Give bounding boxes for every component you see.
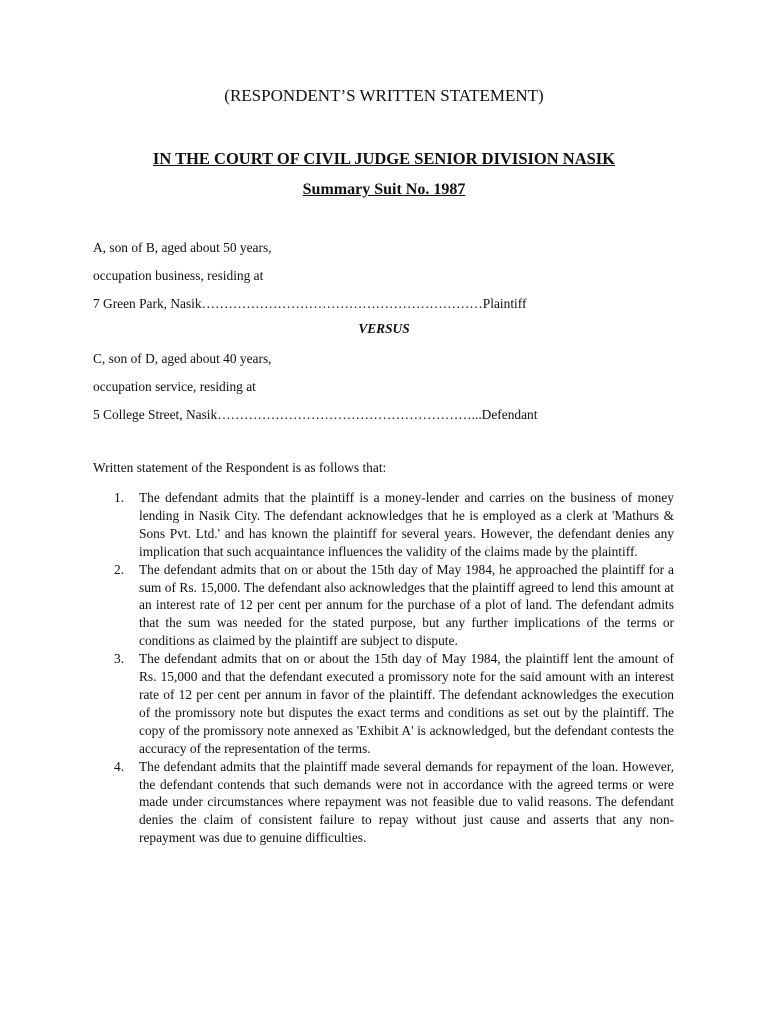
statement-list bbox=[93, 489, 674, 847]
plaintiff-line-1: A, son of B, aged about 50 years, bbox=[93, 240, 272, 255]
court-heading: IN THE COURT OF CIVIL JUDGE SENIOR DIVISION NASIK bbox=[152, 149, 616, 168]
suit-number: Summary Suit No. 1987 bbox=[302, 181, 466, 198]
item-number: 4. bbox=[114, 758, 125, 774]
defendant-line-3: 5 College Street, Nasik…………………………………………………...Defendant bbox=[93, 407, 538, 422]
defendant-line-1: C, son of D, aged about 40 years, bbox=[93, 351, 272, 366]
item-number: 3. bbox=[114, 651, 125, 667]
statement-intro: Written statement of the Respondent is as follows that: bbox=[93, 460, 387, 475]
statement-item bbox=[93, 650, 674, 757]
defendant-line-2: occupation service, residing at bbox=[93, 379, 256, 394]
item-text: The defendant admits that the plaintiff is a money-lender and carries on the business of money lending in Nasik City. The defendant acknowledges that he is employed as a clerk at 'Mathurs & Sons Pvt. Ltd.' and has known the plaintiff for several years. However, the defendant denies any implication that such acquaintance influences the validity of the claims made by the plaintiff. bbox=[139, 490, 674, 559]
item-text: The defendant admits that on or about the 15th day of May 1984, he approached the plaintiff for a sum of Rs. 15,000. The defendant also acknowledges that the plaintiff agreed to lend this amount at an interest rate of 12 per cent per annum for the purchase of a plot of land. The defendant admits that the sum was needed for the stated purpose, but any further implications of the terms or conditions as claimed by the plaintiff are subject to dispute. bbox=[139, 561, 674, 649]
item-text: The defendant admits that the plaintiff made several demands for repayment of the loan. However, the defendant contends that such demands were not in accordance with the agreed terms or were made under circumstances where repayment was not feasible due to valid reasons. The defendant denies the claim of consistent failure to repay without just cause and asserts that any non-repayment was due to genuine difficulties. bbox=[139, 758, 674, 846]
document-title: (RESPONDENT’S WRITTEN STATEMENT) bbox=[224, 86, 544, 105]
item-number: 1. bbox=[114, 490, 125, 505]
item-text: The defendant admits that on or about the 15th day of May 1984, the plaintiff lent the amount of Rs. 15,000 and that the defendant executed a promissory note for the said amount with an interest rate of 12 per cent per annum in favor of the plaintiff. The defendant acknowledges the execution of the promissory note but disputes the exact terms and conditions as set out by the plaintiff. The copy of the promissory note annexed as 'Exhibit A' is acknowledged, but the defendant contests the accuracy of the representation of the terms. bbox=[139, 651, 674, 756]
item-number: 2. bbox=[114, 561, 125, 577]
plaintiff-line-3: 7 Green Park, Nasik………………………………………………………Plaintiff bbox=[93, 296, 527, 311]
versus-label: VERSUS bbox=[358, 321, 410, 336]
plaintiff-line-2: occupation business, residing at bbox=[93, 268, 264, 283]
statement-item bbox=[93, 489, 674, 561]
statement-item bbox=[93, 758, 674, 848]
statement-item bbox=[93, 561, 674, 651]
